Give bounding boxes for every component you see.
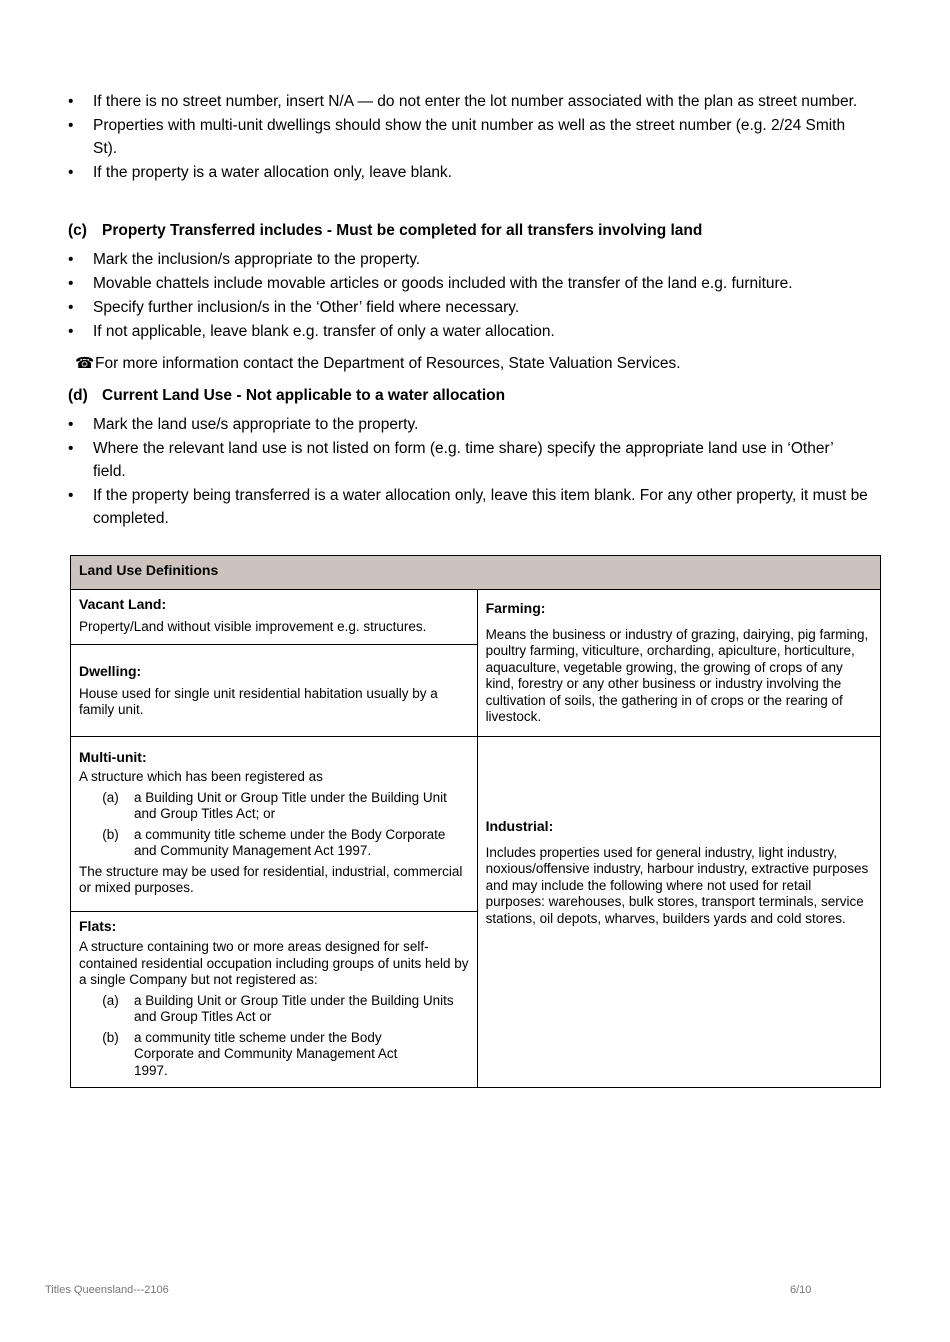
footer-page-number: 6/10	[790, 1284, 812, 1296]
vacant-land-title: Vacant Land:	[79, 596, 167, 612]
list-item: (a) a Building Unit or Group Title under the Building Units and Group Titles Act or	[102, 992, 454, 1024]
section-d-label: (d)	[68, 387, 88, 404]
street-number-bullets	[68, 90, 868, 185]
definitions-header: Land Use Definitions	[71, 556, 881, 590]
industrial-definition	[478, 812, 880, 1011]
farming-title: Farming:	[485, 600, 546, 616]
section-c-title: Property Transferred includes - Must be completed for all transfers involving land	[102, 222, 703, 239]
farming-definition	[478, 590, 880, 736]
flats-definition	[71, 911, 477, 1088]
list-item: • Properties with multi-unit dwellings should show the unit number as well as the street number (e.g. 2/24 Smith St).	[68, 114, 868, 160]
list-item: (a) a Building Unit or Group Title under the Building Unit and Group Titles Act; or	[102, 789, 447, 821]
multi-unit-title: Multi-unit:	[79, 748, 147, 765]
multi-unit-flats-cell	[71, 736, 478, 1088]
list-item: (b) a community title scheme under the Body Corporate and Community Management Act 1997.	[102, 826, 446, 858]
industrial-text: Includes properties used for general industry, light industry, noxious/offensive industry, harbour industry, extractive purposes and may include the following where not used for retail purposes: warehouses, bulk stores, transport terminals, service stations, oil depots, wharves, builders yards and cold stores.	[485, 844, 869, 926]
list-item: • Mark the land use/s appropriate to the property.	[68, 413, 868, 436]
section-c-bullets	[68, 248, 868, 344]
flats-title: Flats:	[79, 917, 117, 934]
list-item: • If the property being transferred is a water allocation only, leave this item blank. For any other property, it must be completed.	[68, 484, 868, 530]
list-item: • Specify further inclusion/s in the ‘Other’ field where necessary.	[68, 296, 868, 319]
industrial-cell	[477, 736, 880, 1088]
list-item: • If there is no street number, insert N/A — do not enter the lot number associated with the plan as street number.	[68, 90, 868, 113]
flats-intro: A structure containing two or more areas designed for self-contained residential occupation including groups of units held by a single Company but not registered as:	[79, 939, 469, 987]
section-d-title: Current Land Use - Not applicable to a water allocation	[102, 387, 506, 404]
farming-text: Means the business or industry of grazing, dairying, pig farming, poultry farming, viticulture, orcharding, apiculture, horticulture, aquaculture, vegetable growing, the growing of crops of any kind, forestry or any other business or industry involving the cultivation of soils, the gathering in of crops or the rearing of livestock.	[485, 626, 869, 724]
telephone-icon: ☎	[75, 355, 95, 372]
section-c-heading	[68, 221, 702, 241]
contact-info-text: For more information contact the Department of Resources, State Valuation Services.	[95, 355, 681, 372]
section-c-label: (c)	[68, 222, 87, 239]
multi-unit-intro: A structure which has been registered as	[79, 769, 323, 784]
list-item: • Where the relevant land use is not listed on form (e.g. time share) specify the appropriate land use in ‘Other’ field.	[68, 437, 868, 483]
dwelling-text: House used for single unit residential habitation usually by a family unit.	[79, 685, 438, 717]
industrial-title: Industrial:	[485, 818, 554, 835]
land-use-definitions-table	[70, 555, 881, 1088]
list-item: • Mark the inclusion/s appropriate to the property.	[68, 248, 868, 271]
section-d-bullets	[68, 413, 868, 531]
dwelling-definition	[71, 644, 477, 733]
section-d-heading	[68, 386, 505, 406]
list-item: • Movable chattels include movable articles or goods included with the transfer of the land e.g. furniture.	[68, 272, 868, 295]
footer-form-id: Titles Queensland---2106	[45, 1284, 169, 1296]
vacant-dwelling-cell	[71, 590, 478, 737]
multi-unit-definition	[71, 737, 477, 911]
list-item: (b) a community title scheme under the Body Corporate and Community Management Act 1997.	[102, 1029, 398, 1078]
vacant-land-definition	[71, 590, 477, 644]
vacant-land-text: Property/Land without visible improvement e.g. structures.	[79, 618, 427, 634]
list-item: • If not applicable, leave blank e.g. transfer of only a water allocation.	[68, 320, 868, 343]
multi-unit-outro: The structure may be used for residential, industrial, commercial or mixed purposes.	[79, 863, 463, 895]
list-item: • If the property is a water allocation only, leave blank.	[68, 161, 868, 184]
contact-info	[75, 354, 681, 374]
dwelling-title: Dwelling:	[79, 663, 142, 679]
farming-cell	[477, 590, 880, 737]
